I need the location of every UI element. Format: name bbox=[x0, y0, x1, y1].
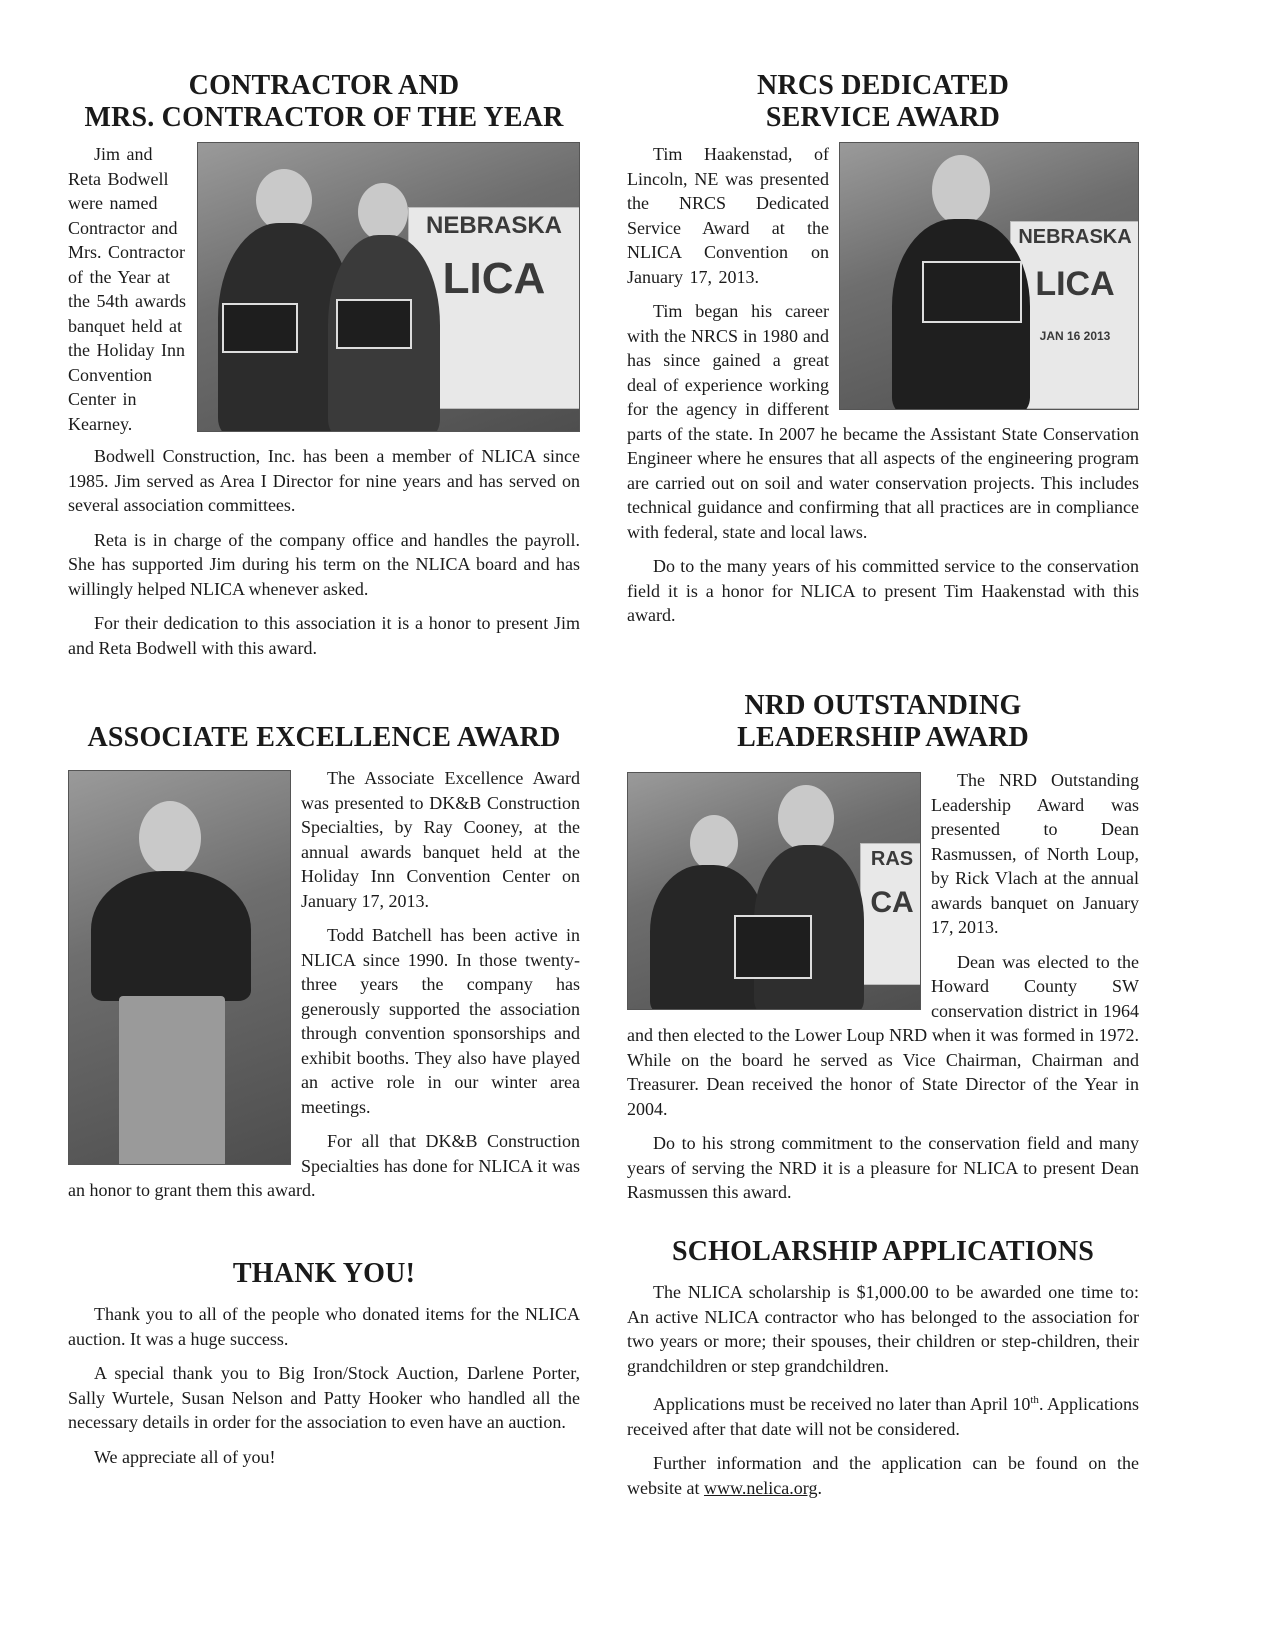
thank-you-paragraph: We appreciate all of you! bbox=[94, 1446, 276, 1467]
person-head bbox=[256, 169, 312, 231]
deadline-text: Applications must be received no later than April 10 bbox=[653, 1394, 1031, 1414]
associate-title: ASSOCIATE EXCELLENCE AWARD bbox=[87, 722, 561, 753]
nrd-title-line2: LEADERSHIP AWARD bbox=[737, 722, 1029, 753]
banner-text: NEBRASKA bbox=[1018, 226, 1132, 248]
nrd-paragraph: Do to his strong commitment to the conservation field and many years of serving the NRD it is a pleasure for NLICA to present Dean Rasmussen this award. bbox=[627, 1133, 1139, 1202]
award-plaque bbox=[222, 303, 298, 353]
website-link[interactable]: www.nelica.org bbox=[703, 1477, 818, 1498]
thank-you-paragraph: A special thank you to Big Iron/Stock Auction, Darlene Porter, Sally Wurtele, Susan Nelson and Patty Hooker who handled all the necessary details in order for the association to even have an auction. bbox=[68, 1363, 580, 1432]
bodwell-photo bbox=[197, 142, 580, 432]
person-head bbox=[932, 155, 990, 225]
person-figure bbox=[91, 871, 251, 1001]
associate-paragraph: Todd Batchell has been active in NLICA since 1990. In those twenty-three years the company has generously supported the association through convention sponsorships and exhibit booths. They also have played an active role in our winter area meetings. bbox=[301, 925, 580, 1117]
award-plaque bbox=[922, 261, 1022, 323]
contractor-title-line2: MRS. CONTRACTOR OF THE YEAR bbox=[84, 102, 564, 133]
scholarship-paragraph: The NLICA scholarship is $1,000.00 to be awarded one time to: An active NLICA contractor who has belonged to the association for two years or more; their spouses, their children or step-children, their grandchildren or step grandchildren. bbox=[627, 1282, 1139, 1376]
contractor-paragraph: Bodwell Construction, Inc. has been a member of NLICA since 1985. Jim served as Area I Director for nine years and has served on several association committees. bbox=[68, 446, 580, 515]
contractor-paragraph: Reta is in charge of the company office and handles the payroll. She has supported Jim during his term on the NLICA board and has willingly helped NLICA whenever asked. bbox=[68, 529, 580, 599]
thank-you-section bbox=[68, 1258, 580, 1469]
contractor-title-line1: CONTRACTOR AND bbox=[188, 70, 460, 101]
nrd-title-line1: NRD OUTSTANDING bbox=[744, 690, 1022, 721]
deadline-superscript: th bbox=[1030, 1394, 1039, 1406]
nrd-paragraph: Dean was elected to the Howard County SW conservation district in 1964 and then elected to the Lower Loup NRD when it was formed in 1972. While on the board he served as Vice Chairman, Chairman and Treasurer. Dean received the honor of State Director of the Year in 2004. bbox=[627, 951, 1139, 1119]
scholarship-website-paragraph bbox=[627, 1451, 1139, 1500]
nrcs-title-line1: NRCS DEDICATED bbox=[757, 70, 1009, 101]
contractor-paragraph: Jim and Reta Bodwell were named Contractor and Mrs. Contractor of the Year at the 54th awards banquet held at the Holiday Inn Convention Center in Kearney. bbox=[68, 144, 186, 434]
contractor-of-year-section bbox=[68, 70, 580, 660]
rasmussen-photo bbox=[627, 772, 921, 1010]
associate-paragraph: The Associate Excellence Award was presented to DK&B Construction Specialties, by Ray Cooney, at the annual awards banquet held at the Holiday Inn Convention Center on January 17, 2013. bbox=[301, 768, 580, 911]
website-text-after: . bbox=[817, 1477, 822, 1498]
award-plaque bbox=[336, 299, 412, 349]
nrcs-paragraph: Tim began his career with the NRCS in 1980 and has since gained a great deal of experience working for the agency in different parts of the state. In 2007 he became the Assistant State Conservation Engineer where he ensures that all aspects of the engineering program are carried out on soil and water conservation projects. This includes technical guidance and confirming that all practices are in compliance with federal, state and local laws. bbox=[627, 301, 1139, 542]
haakenstad-photo bbox=[839, 142, 1139, 410]
award-plaque bbox=[734, 915, 812, 979]
person-jeans bbox=[119, 996, 225, 1165]
website-text: Further information and the application can be found on the website at bbox=[627, 1453, 1139, 1498]
associate-excellence-section bbox=[68, 722, 580, 1203]
deadline-text-after: . Applications received after that date will not be considered. bbox=[627, 1394, 1139, 1439]
banner-text-2: LICA bbox=[442, 254, 546, 303]
thank-you-title: THANK YOU! bbox=[232, 1258, 416, 1289]
scholarship-deadline-paragraph bbox=[627, 1388, 1139, 1441]
scholarship-section bbox=[627, 1236, 1139, 1500]
banner-date: JAN 16 2013 bbox=[1039, 329, 1111, 343]
scholarship-title: SCHOLARSHIP APPLICATIONS bbox=[671, 1236, 1095, 1267]
banner-text-2: LICA bbox=[1035, 265, 1115, 303]
nebraska-banner bbox=[860, 843, 921, 985]
contractor-paragraph: For their dedication to this association it is a honor to present Jim and Reta Bodwell with this award. bbox=[68, 613, 580, 658]
person-head bbox=[139, 801, 201, 875]
banner-text: NEBRASKA bbox=[425, 212, 562, 239]
person-head bbox=[690, 815, 738, 871]
banner-text-2: CA bbox=[870, 886, 914, 919]
thank-you-paragraph: Thank you to all of the people who donated items for the NLICA auction. It was a huge success. bbox=[68, 1304, 580, 1349]
nrcs-paragraph: Do to the many years of his committed service to the conservation field it is a honor for NLICA to present Tim Haakenstad with this award. bbox=[627, 556, 1139, 625]
nrd-paragraph: The NRD Outstanding Leadership Award was presented to Dean Rasmussen, of North Loup, by Rick Vlach at the annual awards banquet on January 17, 2013. bbox=[931, 770, 1139, 937]
person-head bbox=[358, 183, 408, 241]
batchell-photo bbox=[68, 770, 291, 1165]
nrd-leadership-section bbox=[627, 690, 1139, 1205]
nrcs-paragraph: Tim Haakenstad, of Lincoln, NE was presented the NRCS Dedicated Service Award at the NLICA Convention on January 17, 2013. bbox=[627, 144, 829, 287]
person-head bbox=[778, 785, 834, 851]
nrcs-award-section bbox=[627, 70, 1139, 628]
associate-paragraph: For all that DK&B Construction Specialties has done for NLICA it was an honor to grant them this award. bbox=[68, 1131, 580, 1200]
banner-text: RAS bbox=[870, 848, 914, 870]
nrcs-title-line2: SERVICE AWARD bbox=[765, 102, 1001, 133]
